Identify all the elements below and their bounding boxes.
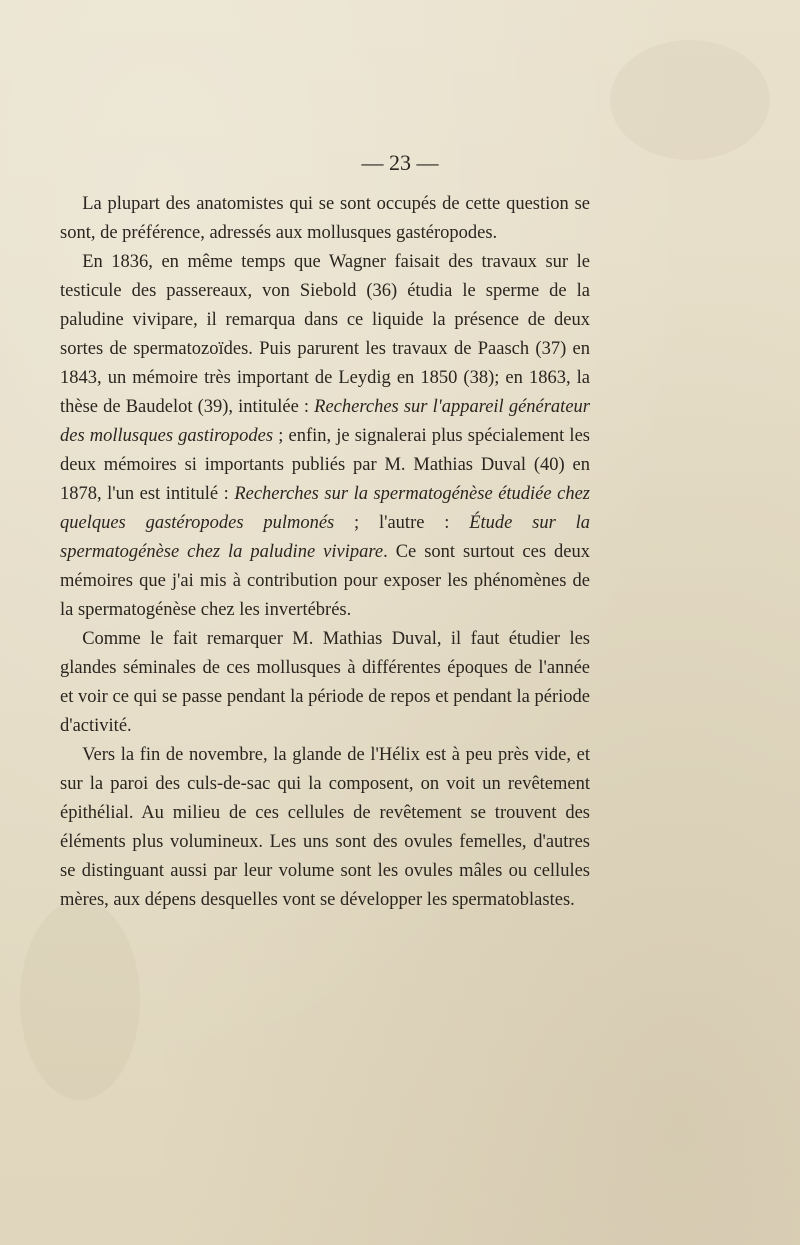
paragraph (60, 248, 590, 625)
body-text (60, 190, 590, 915)
text-run: La plupart des anatomistes qui se sont occupés de cette question se sont, de préférence, adressés aux mollusques gastéropodes. (60, 194, 590, 243)
paper-stain (610, 40, 770, 160)
paragraph (60, 741, 590, 915)
paragraph (60, 625, 590, 741)
italic-title: Étude sur la spermatogénèse chez la paludine vivipare (60, 513, 590, 562)
paragraph (60, 190, 590, 248)
text-run: . Ce sont surtout ces deux mémoires que j'ai mis à contribution pour exposer les phénomènes de la spermatogénèse chez les invertébrés. (60, 542, 590, 620)
italic-title: Recherches sur l'appareil générateur des mollusques gastiropodes (60, 397, 590, 446)
italic-title: Recherches sur la spermatogénèse étudiée chez quelques gastéropodes pulmonés (60, 484, 590, 533)
text-run: Comme le fait remarquer M. Mathias Duval, il faut étudier les glandes séminales de ces mollusques à différentes époques de l'année et voir ce qui se passe pendant la période de repos et pendant la période d'activité. (60, 629, 590, 736)
paper-stain (20, 900, 140, 1100)
text-run: ; enfin, je signalerai plus spécialement les deux mémoires si importants publiés par M. Mathias Duval (40) en 1878, l'un est intitulé : (60, 426, 590, 504)
text-run: Vers la fin de novembre, la glande de l'Hélix est à peu près vide, et sur la paroi des culs-de-sac qui la composent, on voit un revêtement épithélial. Au milieu de ces cellules de revêtement se trouvent des éléments plus volumineux. Les uns sont des ovules femelles, d'autres se distinguant aussi par leur volume sont les ovules mâles ou cellules mères, aux dépens desquelles vont se développer les spermatoblastes. (60, 745, 590, 910)
page-number: — 23 — (361, 150, 439, 175)
text-run: ; l'autre : (334, 513, 470, 533)
text-run: En 1836, en même temps que Wagner faisait des travaux sur le testicule des passereaux, von Siebold (36) étudia le sperme de la paludine vivipare, il remarqua dans ce liquide la présence de deux sortes de spermatozoïdes. Puis parurent les travaux de Paasch (37) en 1843, un mémoire très important de Leydig en 1850 (38); en 1863, la thèse de Baudelot (39), intitulée : (60, 252, 590, 417)
